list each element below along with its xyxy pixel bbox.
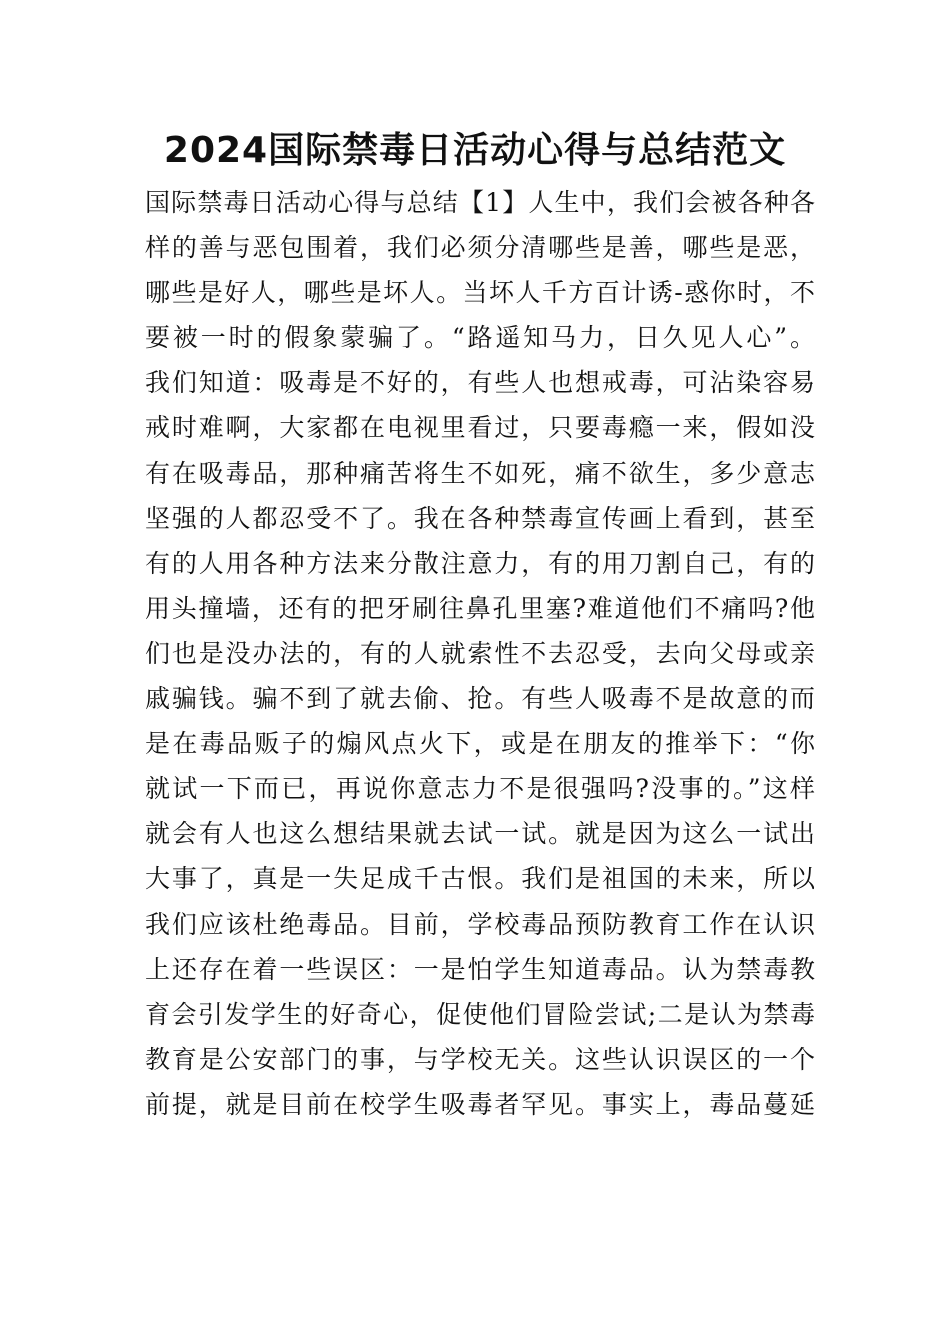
- body-line-5: 我们知道：吸毒是不好的，有些人也想戒毒，可沾染容易: [145, 368, 815, 398]
- body-line-2: 样的善与恶包围着，我们必须分清哪些是善，哪些是恶，: [145, 233, 815, 263]
- body-line-19: 育会引发学生的好奇心，促使他们冒险尝试;二是认为禁毒: [145, 999, 815, 1029]
- body-line-21: 前提，就是目前在校学生吸毒者罕见。事实上，毒品蔓延: [145, 1089, 815, 1119]
- body-line-13: 是在毒品贩子的煽风点火下，或是在朋友的推举下：“你: [145, 729, 815, 759]
- body-line-1: 国际禁毒日活动心得与总结【1】人生中，我们会被各种各: [145, 188, 815, 217]
- body-line-11: 们也是没办法的，有的人就索性不去忍受，去向父母或亲: [145, 638, 815, 668]
- body-line-8: 坚强的人都忍受不了。我在各种禁毒宣传画上看到，甚至: [145, 503, 815, 533]
- body-line-10: 用头撞墙，还有的把牙刷往鼻孔里塞?难道他们不痛吗?他: [145, 593, 815, 623]
- body-line-7: 有在吸毒品，那种痛苦将生不如死，痛不欲生，多少意志: [145, 458, 815, 488]
- body-line-18: 上还存在着一些误区：一是怕学生知道毒品。认为禁毒教: [145, 954, 815, 984]
- body-line-17: 我们应该杜绝毒品。目前，学校毒品预防教育工作在认识: [145, 909, 815, 939]
- body-line-4: 要被一时的假象蒙骗了。“路遥知马力，日久见人心”。: [145, 323, 815, 353]
- body-line-15: 就会有人也这么想结果就去试一试。就是因为这么一试出: [145, 819, 815, 849]
- body-line-6: 戒时难啊，大家都在电视里看过，只要毒瘾一来，假如没: [145, 413, 815, 443]
- body-line-16: 大事了，真是一失足成千古恨。我们是祖国的未来，所以: [145, 864, 815, 894]
- body-line-12: 戚骗钱。骗不到了就去偷、抢。有些人吸毒不是故意的而: [145, 684, 815, 714]
- document-body: [145, 180, 815, 1127]
- body-line-9: 有的人用各种方法来分散注意力，有的用刀割自己，有的: [145, 548, 815, 578]
- body-line-20: 教育是公安部门的事，与学校无关。这些认识误区的一个: [145, 1044, 815, 1074]
- body-line-14: 就试一下而已，再说你意志力不是很强吗?没事的。”这样: [145, 774, 815, 804]
- body-line-3: 哪些是好人，哪些是坏人。当坏人千方百计诱-惑你时，不: [145, 278, 815, 308]
- document-title: 2024国际禁毒日活动心得与总结范文: [163, 130, 787, 171]
